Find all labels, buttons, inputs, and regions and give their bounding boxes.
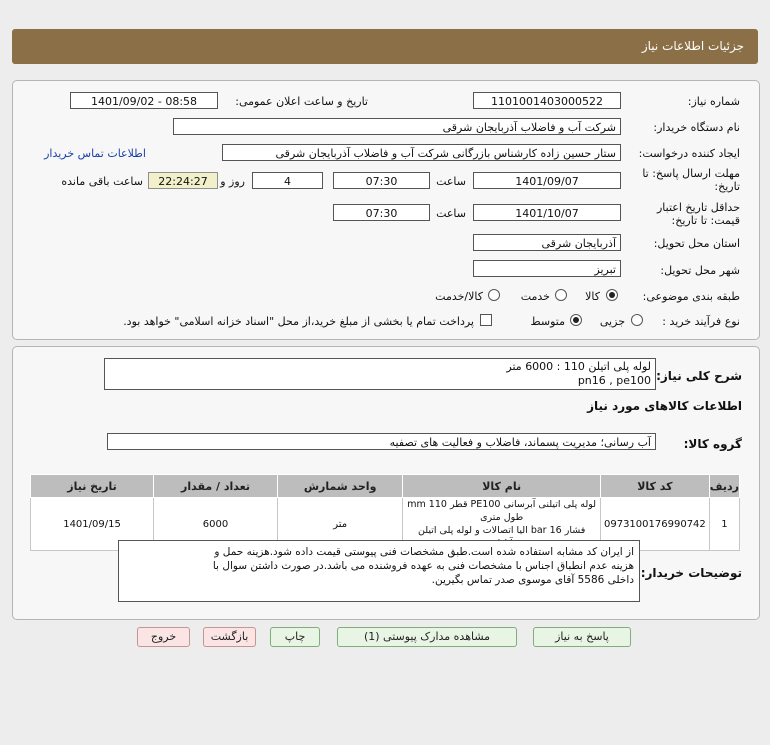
summary-line-1: لوله پلی اتیلن 110 : 6000 متر [506,360,651,373]
city-field: تبریز [473,260,621,277]
requester-field: ستار حسین زاده کارشناس بازرگانی شرکت آب و فاضلاب آذربایجان شرقی [222,144,621,161]
announce-field: 1401/09/02 - 08:58 [70,92,218,109]
row-unit: متر [278,498,403,551]
col-unit: واحد شمارش [278,475,403,498]
validity-label-1: حداقل تاریخ اعتبار [656,201,740,214]
deadline-label-1: مهلت ارسال پاسخ: تا [642,167,740,180]
process-label: نوع فرآیند خرید : [662,315,740,328]
validity-time-label: ساعت [436,207,466,220]
deadline-time-label: ساعت [436,175,466,188]
category-goods-service-label: کالا/خدمت [435,290,483,303]
category-goods-label: کالا [585,290,600,303]
reply-button[interactable]: پاسخ به نیاز [533,627,631,647]
back-button[interactable]: بازگشت [203,627,256,647]
col-qty: تعداد / مقدار [154,475,278,498]
province-label: استان محل تحویل: [653,237,740,250]
category-service-radio[interactable] [555,289,567,301]
province-field: آذربایجان شرقی [473,234,621,251]
need-number-field: 1101001403000522 [473,92,621,109]
page-title: جزئیات اطلاعات نیاز [641,39,744,53]
col-code: کد کالا [600,475,709,498]
notes-line-2: هزینه عدم انطباق اجناس با مشخصات فنی به عهده فروشنده می باشد.در صورت داشتن سوال با [212,560,634,572]
row-code: 0973100176990742 [600,498,709,551]
days-label: روز و [220,175,245,188]
notes-box [118,540,640,602]
goods-group-label: گروه کالا: [683,437,742,451]
row-index: 1 [709,498,739,551]
buyer-org-label: نام دستگاه خریدار: [653,121,740,134]
deadline-label-2: تاریخ: [714,180,740,193]
goods-group-field: آب رسانی؛ مدیریت پسماند، فاضلاب و فعالیت های تصفیه [107,433,656,450]
print-button[interactable]: چاپ [270,627,320,647]
payment-note: پرداخت تمام یا بخشی از مبلغ خرید،از محل "اسناد خزانه اسلامی" خواهد بود. [123,315,474,328]
days-field: 4 [252,172,323,189]
validity-date-field: 1401/10/07 [473,204,621,221]
deadline-date-field: 1401/09/07 [473,172,621,189]
goods-table-header [31,475,740,498]
need-number-label: شماره نیاز: [687,95,740,108]
page-header [12,29,758,64]
validity-time-field: 07:30 [333,204,430,221]
notes-line-1: از ایران کد مشابه استفاده شده است.طبق مشخصات فنی پیوستی قیمت داده شود.هزینه حمل و [214,546,634,558]
city-label: شهر محل تحویل: [660,264,740,277]
category-goods-radio[interactable] [606,289,618,301]
row-qty: 6000 [154,498,278,551]
category-goods-service-radio[interactable] [488,289,500,301]
col-name: نام کالا [403,475,601,498]
deadline-time-field: 07:30 [333,172,430,189]
process-medium-radio[interactable] [570,314,582,326]
notes-label: توضیحات خریدار: [640,566,742,580]
contact-buyer-link[interactable]: اطلاعات تماس خریدار [44,147,146,160]
summary-label: شرح کلی نیاز: [656,369,742,383]
summary-box [104,358,656,390]
treasury-payment-checkbox[interactable] [480,314,492,326]
remaining-time-field: 22:24:27 [148,172,218,189]
summary-line-2: pn16 , pe100 [577,374,651,387]
requester-label: ایجاد کننده درخواست: [638,147,740,160]
process-medium-label: متوسط [530,315,565,328]
process-minor-radio[interactable] [631,314,643,326]
row-name-line-1: لوله پلی اتیلنی آبرسانی PE100 قطر 110 mm طول متری [407,499,597,523]
attachments-button[interactable]: مشاهده مدارک پیوستی (1) [337,627,517,647]
category-service-label: خدمت [520,290,550,303]
exit-button[interactable]: خروج [137,627,190,647]
notes-line-3: داخلی 5586 آقای موسوی صدر تماس بگیرین. [431,574,634,586]
row-name-line-2: فشار 16 bar الیا اتصالات و لوله پلی اتیلن [418,525,586,536]
remaining-label: ساعت باقی مانده [61,175,143,188]
category-label: طبقه بندی موضوعی: [642,290,740,303]
goods-section-title: اطلاعات کالاهای مورد نیاز [587,399,742,413]
announce-label: تاریخ و ساعت اعلان عمومی: [235,95,368,108]
buyer-org-field: شرکت آب و فاضلاب آذربایجان شرقی [173,118,621,135]
row-date: 1401/09/15 [31,498,154,551]
validity-label-2: قیمت: تا تاریخ: [671,214,740,227]
process-minor-label: جزیی [599,315,625,328]
col-date: تاریخ نیاز [31,475,154,498]
col-index: ردیف [709,475,739,498]
